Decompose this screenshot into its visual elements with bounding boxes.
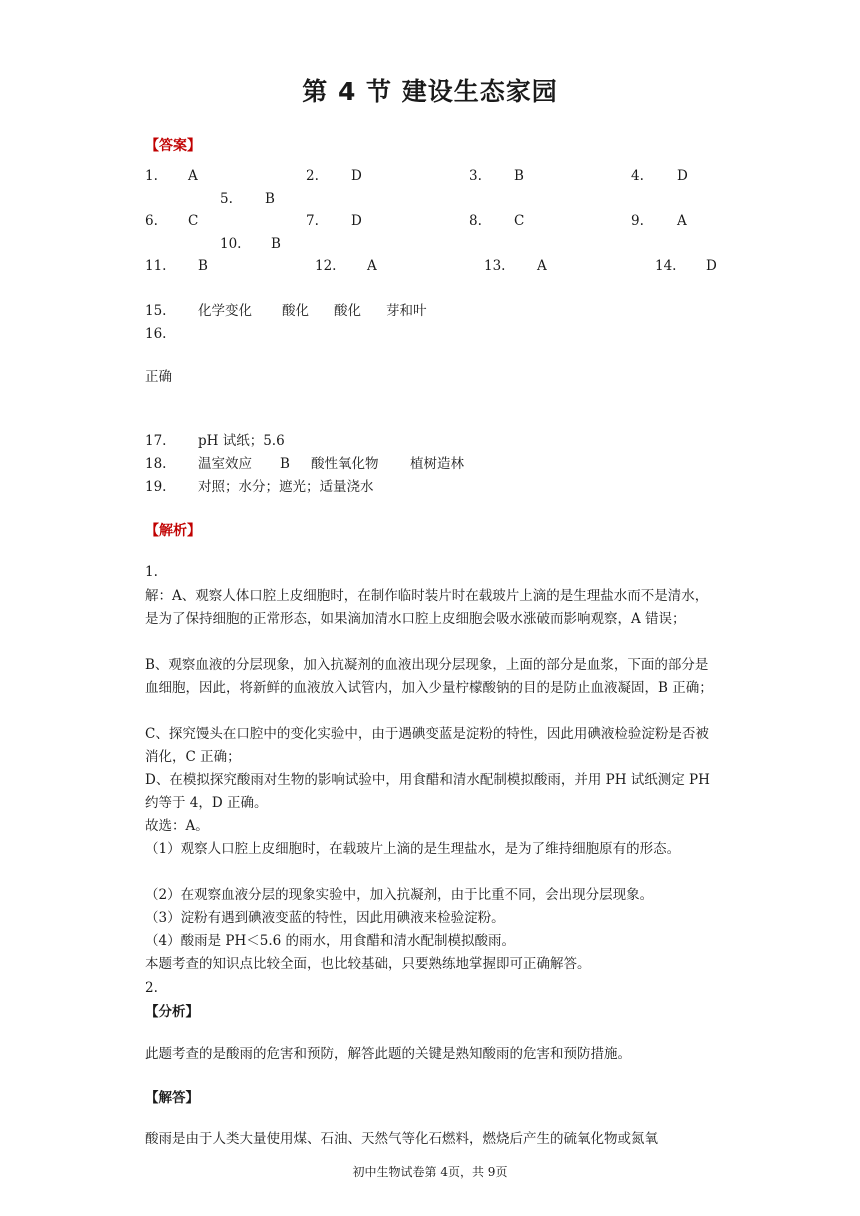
answer-value: C — [188, 213, 199, 229]
answer-num: 13. — [484, 258, 506, 274]
answer-value: 酸化 — [282, 303, 309, 319]
analysis-paragraph: （1）观察人口腔上皮细胞时，在载玻片上滴的是生理盐水，是为了维持细胞原有的形态。 — [145, 841, 681, 857]
jieda-heading: 【解答】 — [145, 1090, 199, 1106]
analysis-num: 1. — [145, 564, 158, 580]
answer-value: A — [537, 258, 547, 274]
answer-value: B — [514, 168, 524, 184]
answer-value: 正确 — [145, 369, 172, 385]
answer-value: D — [677, 168, 688, 184]
page-footer: 初中生物试卷第 4页，共 9页 — [352, 1165, 508, 1179]
answer-num: 19. — [145, 479, 167, 495]
answer-num: 10. — [220, 236, 242, 252]
answer-heading: 【答案】 — [145, 138, 201, 154]
answer-num: 16. — [145, 326, 167, 342]
analysis-paragraph: （2）在观察血液分层的现象实验中，加入抗凝剂，由于比重不同，会出现分层现象。 — [145, 887, 654, 903]
answer-num: 12. — [315, 258, 337, 274]
answer-num: 9. — [631, 213, 644, 229]
answer-num: 5. — [220, 191, 233, 207]
answer-num: 15. — [145, 303, 167, 319]
answer-value: 化学变化 — [198, 303, 252, 319]
answer-value: 植树造林 — [410, 456, 464, 472]
analysis-paragraph: C、探究馒头在口腔中的变化实验中，由于遇碘变蓝是淀粉的特性，因此用碘液检验淀粉是否被消化，C 正确； — [145, 726, 709, 765]
answer-value: 对照；水分；遮光；适量浇水 — [198, 479, 374, 495]
analysis-paragraph: 本题考查的知识点比较全面，也比较基础，只要熟练地掌握即可正确解答。 — [145, 956, 591, 972]
answer-value: B — [280, 456, 290, 472]
answer-value: D — [351, 168, 362, 184]
answer-num: 7. — [306, 213, 319, 229]
answer-num: 14. — [655, 258, 677, 274]
answer-num: 6. — [145, 213, 158, 229]
fenxi-heading: 【分析】 — [145, 1004, 199, 1020]
analysis-paragraph: B、观察血液的分层现象，加入抗凝剂的血液出现分层现象，上面的部分是血浆，下面的部分是血细胞，因此，将新鲜的血液放入试管内，加入少量柠檬酸钠的目的是防止血液凝固，B 正确； — [145, 657, 713, 696]
answer-value: A — [677, 213, 687, 229]
answer-value: C — [514, 213, 525, 229]
answer-value: 酸性氧化物 — [311, 456, 379, 472]
page-title: 第 4 节 建设生态家园 — [302, 77, 558, 106]
answer-value: pH 试纸；5.6 — [198, 433, 285, 449]
answer-num: 18. — [145, 456, 167, 472]
analysis-paragraph: D、在模拟探究酸雨对生物的影响试验中，用食醋和清水配制模拟酸雨，并用 PH 试纸测定 PH 约等于 4，D 正确。 — [145, 772, 710, 811]
answer-value: 温室效应 — [198, 456, 252, 472]
analysis-paragraph: 故选：A。 — [145, 818, 209, 834]
answer-num: 3. — [469, 168, 482, 184]
answer-num: 2. — [306, 168, 319, 184]
analysis-paragraph: 解：A、观察人体口腔上皮细胞时，在制作临时装片时在载玻片上滴的是生理盐水而不是清水，是为了保持细胞的正常形态，如果滴加清水口腔上皮细胞会吸水涨破而影响观察，A 错误； — [145, 588, 709, 627]
analysis-paragraph: 此题考查的是酸雨的危害和预防，解答此题的关键是熟知酸雨的危害和预防措施。 — [145, 1046, 631, 1062]
analysis-num: 2. — [145, 980, 158, 996]
answer-value: B — [271, 236, 281, 252]
analysis-paragraph: （4）酸雨是 PH＜5.6 的雨水，用食醋和清水配制模拟酸雨。 — [145, 933, 515, 949]
analysis-heading: 【解析】 — [145, 523, 201, 539]
analysis-paragraph: 酸雨是由于人类大量使用煤、石油、天然气等化石燃料，燃烧后产生的硫氧化物或氮氧 — [145, 1131, 658, 1147]
answer-value: B — [265, 191, 275, 207]
answer-num: 17. — [145, 433, 167, 449]
answer-value: 芽和叶 — [386, 303, 427, 319]
answer-num: 1. — [145, 168, 158, 184]
answer-value: D — [351, 213, 362, 229]
answer-value: D — [706, 258, 717, 274]
answer-num: 11. — [145, 258, 167, 274]
answer-value: B — [198, 258, 208, 274]
answer-num: 4. — [631, 168, 644, 184]
answer-value: A — [188, 168, 198, 184]
answer-num: 8. — [469, 213, 482, 229]
analysis-paragraph: （3）淀粉有遇到碘液变蓝的特性，因此用碘液来检验淀粉。 — [145, 910, 505, 926]
answer-value: A — [367, 258, 377, 274]
answer-value: 酸化 — [334, 303, 361, 319]
